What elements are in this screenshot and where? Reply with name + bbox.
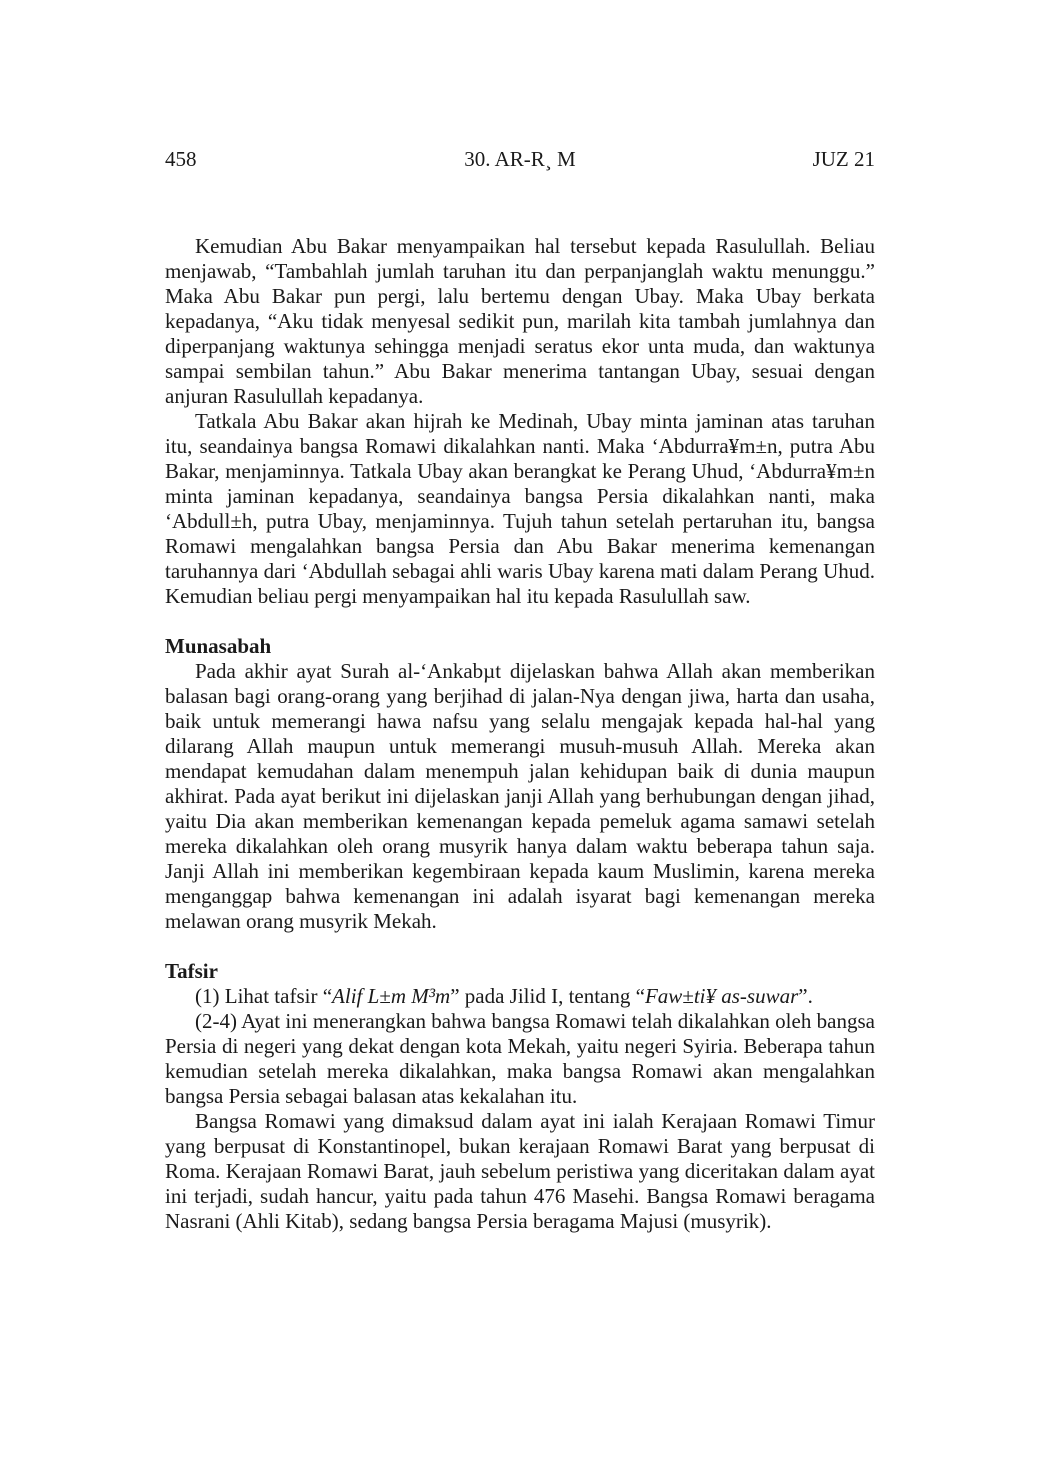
page-body — [165, 234, 875, 1234]
page-header — [165, 146, 875, 172]
tafsir-paragraph-2: (2-4) Ayat ini menerangkan bahwa bangsa Romawi telah dikalahkan oleh bangsa Persia di negeri yang dekat dengan kota Mekah, yaitu negeri Syiria. Beberapa tahun kemudian setelah mereka dikalahkan, maka bangsa Romawi akan mengalahkan bangsa Persia sebagai balasan atas kekalahan itu. — [165, 1009, 875, 1108]
tafsir-paragraph-3: Bangsa Romawi yang dimaksud dalam ayat ini ialah Kerajaan Romawi Timur yang berpusat di Konstantinopel, bukan kerajaan Romawi Barat yang berpusat di Roma. Kerajaan Romawi Barat, jauh sebelum peristiwa yang diceritakan dalam ayat ini terjadi, sudah hancur, yaitu pada tahun 476 Masehi. Bangsa Romawi beragama Nasrani (Ahli Kitab), sedang bangsa Persia beragama Majusi (musyrik). — [165, 1109, 875, 1233]
tafsir-l1-c: ” pada Jilid I, tentang “ — [450, 984, 645, 1008]
tafsir-paragraph-1 — [165, 984, 875, 1009]
chapter-title: 30. AR-R¸ M — [464, 147, 576, 171]
juz-label: JUZ 21 — [812, 147, 875, 171]
tafsir-l1-term-2: Faw±ti¥ as-suwar — [644, 984, 799, 1008]
munasabah-heading: Munasabah — [165, 634, 272, 658]
munasabah-section — [165, 634, 875, 934]
paragraph-2: Tatkala Abu Bakar akan hijrah ke Medinah, Ubay minta jaminan atas taruhan itu, seandainya bangsa Romawi dikalahkan nanti. Maka ‘Abdurra¥m±n, putra Abu Bakar, menjaminnya. Tatkala Ubay akan berangkat ke Perang Uhud, ‘Abdurra¥m±n minta jaminan kepadanya, seandainya bangsa Persia dikalahkan nanti, maka ‘Abdull±h, putra Ubay, menjaminnya. Tujuh tahun setelah pertaruhan itu, bangsa Romawi mengalahkan bangsa Persia dan Abu Bakar menerima kemenangan taruhannya dari ‘Abdullah sebagai ahli waris Ubay karena mati dalam Perang Uhud. Kemudian beliau pergi menyampaikan hal itu kepada Rasulullah saw. — [165, 409, 875, 608]
tafsir-l1-a: (1) Lihat tafsir “ — [195, 984, 333, 1008]
munasabah-paragraph: Pada akhir ayat Surah al-‘Ankabµt dijelaskan bahwa Allah akan memberikan balasan bagi orang-orang yang berjihad di jalan-Nya dengan jiwa, harta dan usaha, baik untuk memerangi hawa nafsu yang selalu mengajak kepada hal-hal yang dilarang Allah maupun untuk memerangi musuh-musuh Allah. Mereka akan mendapat kemudahan dalam menempuh jalan kehidupan baik di dunia maupun akhirat. Pada ayat berikut ini dijelaskan janji Allah yang berhubungan dengan jihad, yaitu Dia akan memberikan kemenangan kepada pemeluk agama samawi setelah mereka dikalahkan oleh orang musyrik hanya dalam waktu beberapa tahun saja. Janji Allah ini memberikan kegembiraan kepada kaum Muslimin, karena mereka menganggap bahwa kemenangan ini adalah isyarat bagi kemenangan mereka melawan orang musyrik Mekah. — [165, 659, 875, 933]
tafsir-heading: Tafsir — [165, 959, 218, 983]
tafsir-l1-e: ”. — [798, 984, 813, 1008]
paragraph-1: Kemudian Abu Bakar menyampaikan hal tersebut kepada Rasulullah. Beliau menjawab, “Tambahlah jumlah taruhan itu dan perpanjanglah waktu menunggu.” Maka Abu Bakar pun pergi, lalu bertemu dengan Ubay. Maka Ubay berkata kepadanya, “Aku tidak menyesal sedikit pun, marilah kita tambah jumlahnya dan diperpanjang waktunya sehingga menjadi seratus ekor unta muda, dan waktunya sampai sembilan tahun.” Abu Bakar menerima tantangan Ubay, sesuai dengan anjuran Rasulullah kepadanya. — [165, 234, 875, 408]
page-number: 458 — [165, 147, 197, 171]
tafsir-section — [165, 959, 875, 1234]
tafsir-l1-term-1: Alif L±m M³m — [332, 984, 451, 1008]
